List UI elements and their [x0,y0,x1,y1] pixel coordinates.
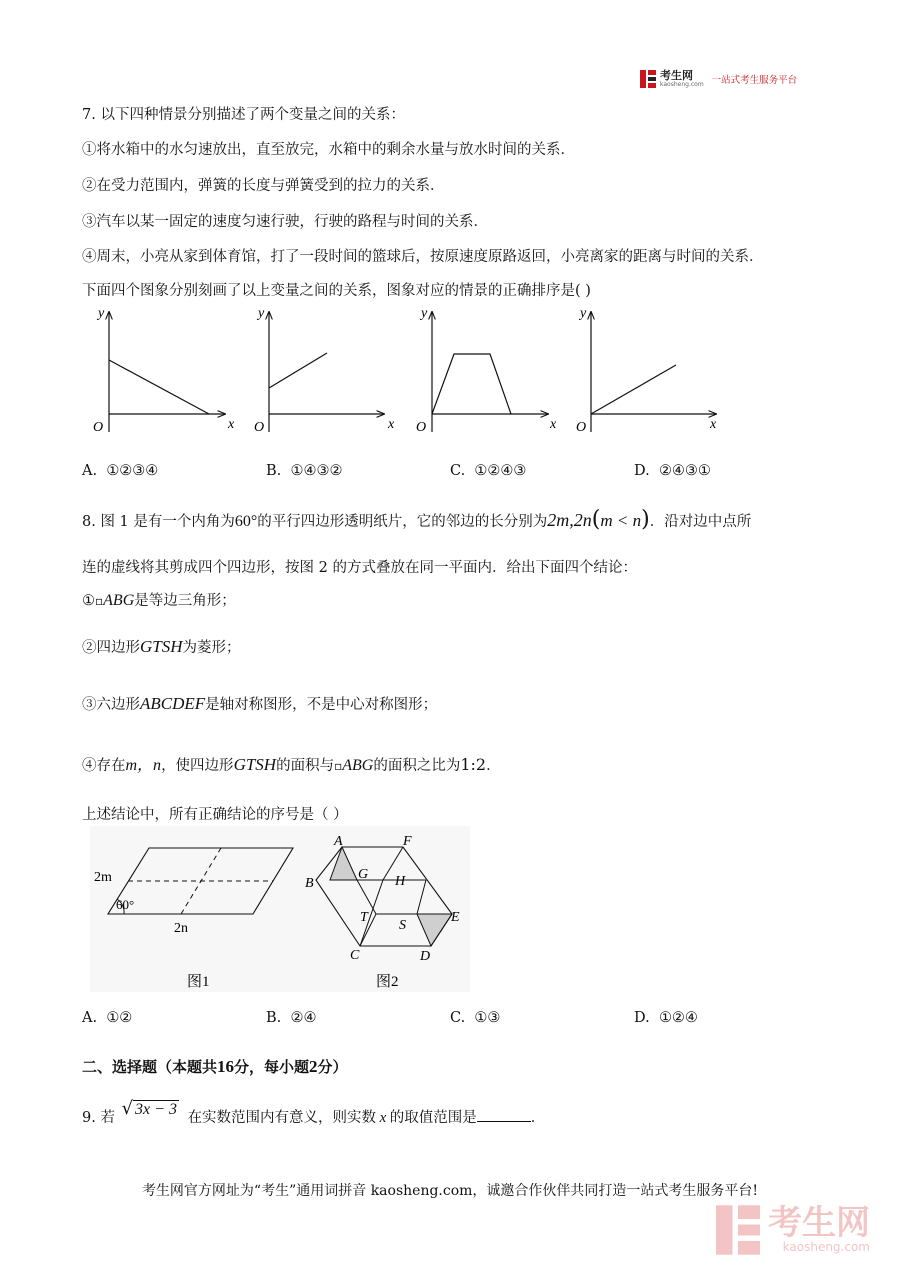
graph4-y-label: y [580,306,587,321]
fig2-label-f: F [403,834,412,849]
q8-figures [90,826,470,992]
fig2-label-d: D [420,949,431,964]
q7-graph-2 [254,306,395,435]
q8-option-d[interactable]: D. ①②④ [634,1010,698,1026]
q7-prompt: 下面四个图象分别刻画了以上变量之间的关系，图象对应的情景的正确排序是( ) [82,283,591,299]
q7-item-4: ④周末，小亮从家到体育馆，打了一段时间的篮球后，按原速度原路返回，小亮离家的距离与时间的关系． [82,249,764,265]
graph3-origin: O [416,420,427,435]
q7-graph-4 [576,306,717,435]
graph4-x-label: x [710,417,717,432]
q9-stem: 9. 若 √ 3x − 3 在实数范围内有意义，则实数 x 的取值范围是 ． [82,1098,546,1126]
q8-conclusion-1: ①▫ABG是等边三角形； [82,592,236,609]
q8-prompt: 上述结论中，所有正确结论的序号是（ ） [82,807,348,823]
q8-option-c[interactable]: C. ①③ [450,1010,501,1026]
footer-text: 考生网官方网址为“考生”通用词拼音 kaosheng.com，诚邀合作伙伴共同打造一站式考生服务平台! [141,1183,759,1199]
q7-graph-1 [93,306,235,435]
fig2-label-t: T [360,910,368,925]
fig2-label-a: A [334,834,343,849]
q7-item-3: ③汽车以某一固定的速度匀速行驶，行驶的路程与时间的关系． [82,214,488,230]
watermark [716,1202,870,1258]
graph4-origin: O [576,420,587,435]
fig2-label-g: G [358,867,369,882]
watermark-url: kaosheng.com [782,1240,870,1254]
graph1-origin: O [93,420,104,435]
watermark-text: 考生网 [768,1203,870,1243]
fig2-label-e: E [451,910,460,925]
fig1-angle: 60° [116,897,135,912]
q7-graph-3 [416,306,557,435]
q9-sqrt: √ 3x − 3 [121,1098,177,1119]
kaosheng-logo-icon [640,70,656,88]
q7-option-a[interactable]: A. ①②③④ [82,463,159,479]
header-logo [640,70,797,88]
q8-conclusion-3: ③六边形ABCDEF是轴对称图形，不是中心对称图形； [82,694,438,713]
q8-conclusion-2: ②四边形GTSH为菱形； [82,637,241,656]
graph1-x-label: x [228,417,235,432]
q9-answer-blank[interactable] [477,1111,531,1122]
graph3-x-label: x [550,417,557,432]
graph1-y-label: y [98,306,105,321]
logo-name: 考生网 [660,69,693,82]
q8-line2: 连的虚线将其剪成四个四边形，按图 2 的方式叠放在同一平面内．给出下面四个结论： [82,560,637,576]
graph3-y-label: y [421,306,428,321]
fig2-caption: 图2 [376,974,399,990]
fig2-label-b: B [305,876,314,891]
q8-option-b[interactable]: B. ②④ [266,1010,317,1026]
q7-item-2: ②在受力范围内，弹簧的长度与弹簧受到的拉力的关系． [82,178,445,194]
section-2-title: 二、选择题（本题共16分，每小题2分） [82,1057,348,1076]
q8-conclusion-4: ④存在m，n，使四边形GTSH的面积与▫ABG的面积之比为1:2． [82,755,501,774]
graph2-y-label: y [258,306,265,321]
fig1-caption: 图1 [187,974,210,990]
fig2-label-s: S [399,918,406,933]
q8-stem: 8. 图 1 是有一个内角为60°的平行四边形透明纸片，它的邻边的长分别为2m,2n(m < n)．沿对边中点所 [82,507,752,532]
fig1-side-n: 2n [174,921,188,936]
fig2-label-c: C [350,948,360,963]
q8-option-a[interactable]: A. ①② [82,1010,133,1026]
fig1-side-m: 2m [94,870,112,885]
fig2-label-h: H [395,874,406,889]
watermark-logo-icon [716,1202,760,1258]
q7-option-b[interactable]: B. ①④③② [266,463,343,479]
q7-option-c[interactable]: C. ①②④③ [450,463,527,479]
logo-url: kaosheng.com [660,81,704,88]
q7-option-d[interactable]: D. ②④③① [634,463,711,479]
header-slogan: 一站式考生服务平台 [711,75,798,86]
q7-stem: 7. 以下四种情景分别描述了两个变量之间的关系： [82,107,405,123]
q7-graphs [88,302,738,437]
q7-item-1: ①将水箱中的水匀速放出，直至放完，水箱中的剩余水量与放水时间的关系． [82,142,575,158]
graph2-x-label: x [388,417,395,432]
graph2-origin: O [254,420,265,435]
